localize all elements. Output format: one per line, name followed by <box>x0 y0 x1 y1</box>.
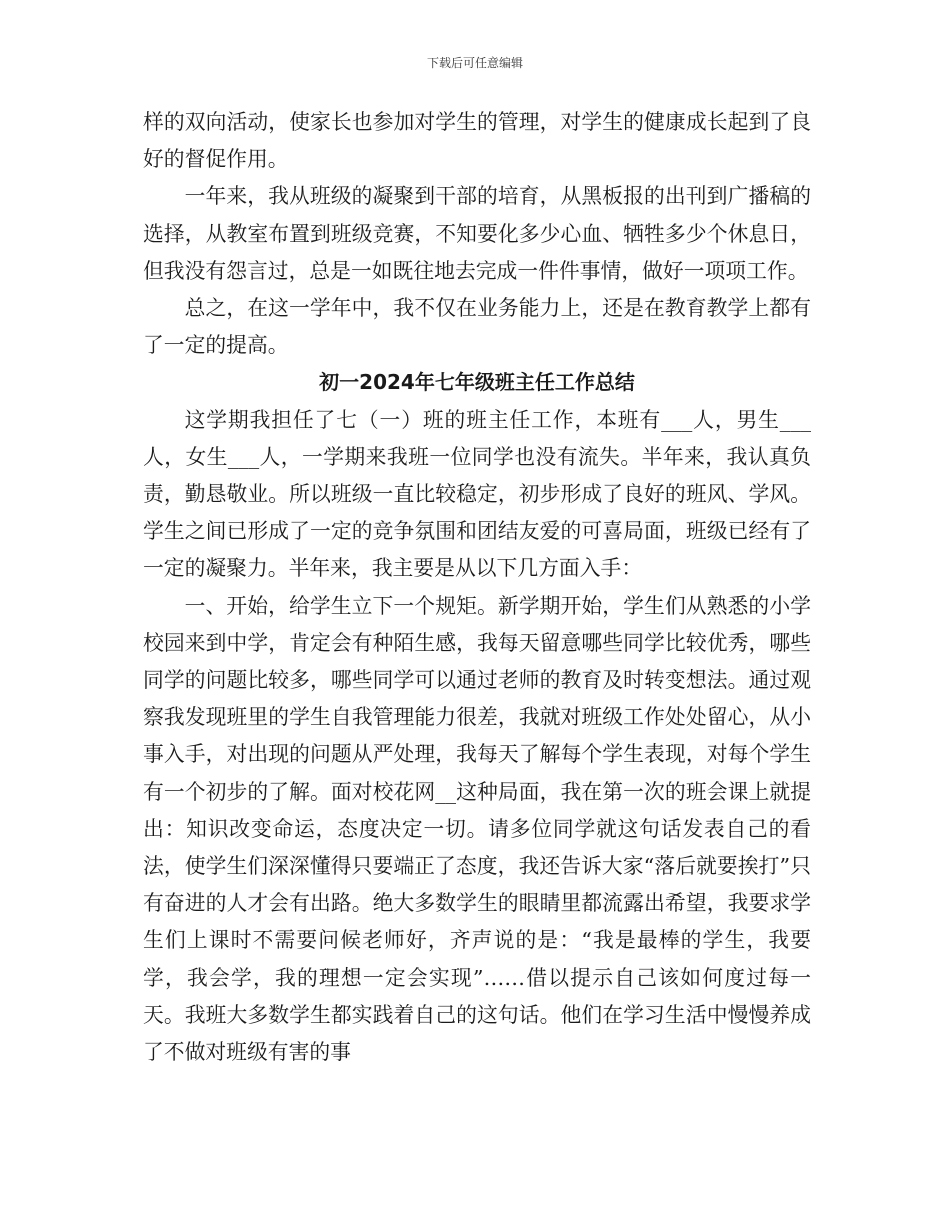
paragraph-5: 一、开始，给学生立下一个规矩。新学期开始，学生们从熟悉的小学校园来到中学，肯定会有种陌生感，我每天留意哪些同学比较优秀，哪些同学的问题比较多，哪些同学可以通过老师的教育及时转变想法。通过观察我发现班里的学生自我管理能力很差，我就对班级工作处处留心，从小事入手，对出现的问题从严处理，我每天了解每个学生表现，对每个学生有一个初步的了解。面对校花网__这种局面，我在第一次的班会课上就提出：知识改变命运，态度决定一切。请多位同学就这句话发表自己的看法，使学生们深深懂得只要端正了态度，我还告诉大家“落后就要挨打”只有奋进的人才会有出路。绝大多数学生的眼睛里都流露出希望，我要求学生们上课时不需要问候老师好，齐声说的是：“我是最棒的学生，我要学，我会学，我的理想一定会实现”……借以提示自己该如何度过每一天。我班大多数学生都实践着自己的这句话。他们在学习生活中慢慢养成了不做对班级有害的事 <box>143 593 811 1065</box>
paragraph-2: 一年来，我从班级的凝聚到干部的培育，从黑板报的出刊到广播稿的选择，从教室布置到班级竞赛，不知要化多少心血、牺牲多少个休息日，但我没有怨言过，总是一如既往地去完成一件件事情，做好一项项工作。 <box>143 184 811 283</box>
document-body <box>143 104 811 1071</box>
page-header: 下载后可任意编辑 <box>426 56 523 70</box>
section-title: 初一2024年七年级班主任工作总结 <box>319 370 635 395</box>
paragraph-3: 总之，在这一学年中，我不仅在业务能力上，还是在教育教学上都有了一定的提高。 <box>143 296 811 358</box>
paragraph-1: 样的双向活动，使家长也参加对学生的管理，对学生的健康成长起到了良好的督促作用。 <box>143 110 811 172</box>
paragraph-4: 这学期我担任了七（一）班的班主任工作，本班有___人，男生___人，女生___人，一学期来我班一位同学也没有流失。半年来，我认真负责，勤恳敬业。所以班级一直比较稳定，初步形成了良好的班风、学风。学生之间已形成了一定的竞争氛围和团结友爱的可喜局面，班级已经有了一定的凝聚力。半年来，我主要是从以下几方面入手： <box>143 407 811 581</box>
